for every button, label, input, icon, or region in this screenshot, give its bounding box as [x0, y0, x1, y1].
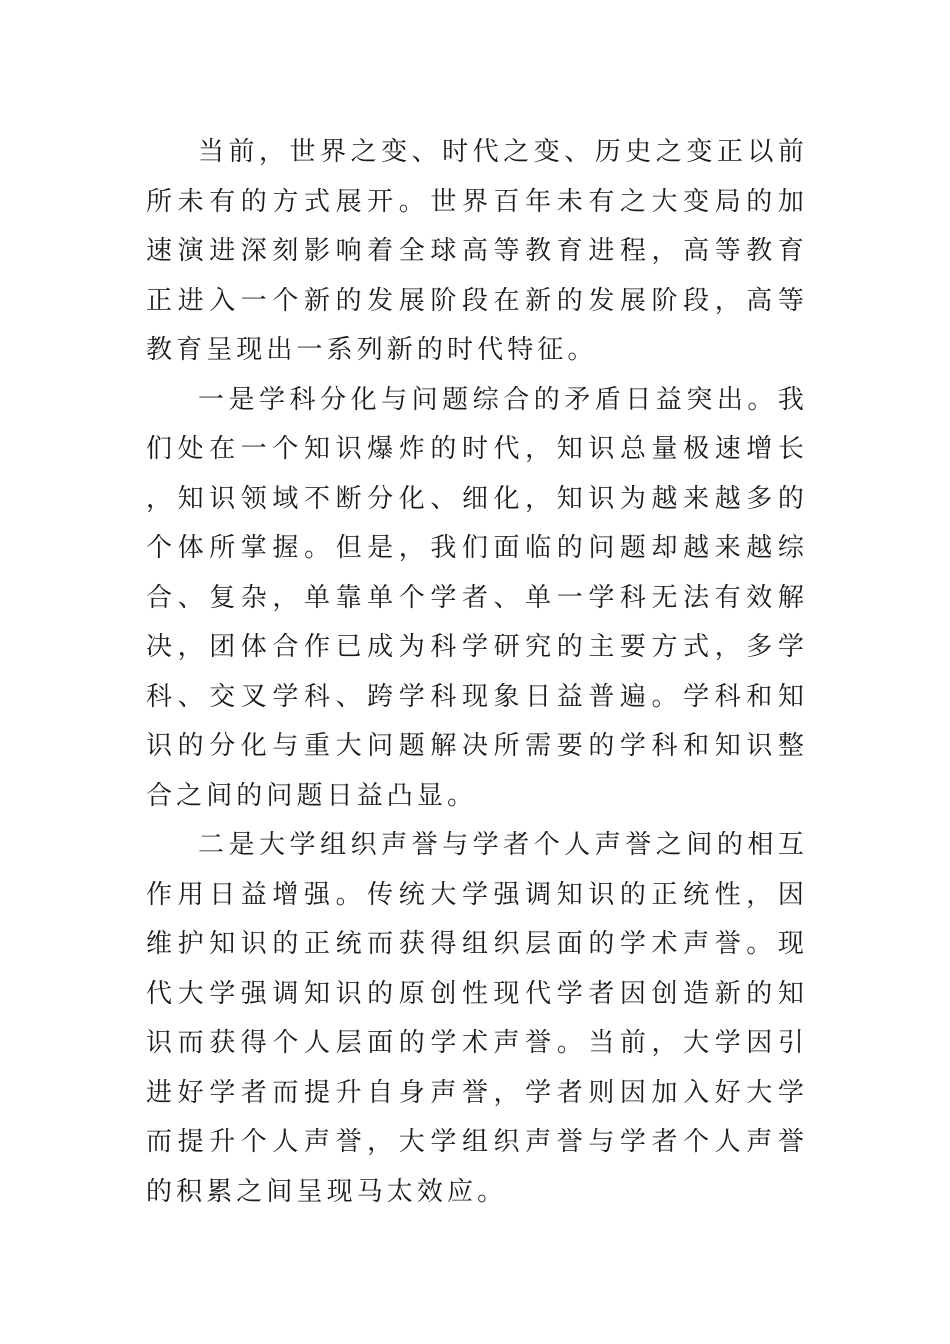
paragraph-point-one: 一是学科分化与问题综合的矛盾日益突出。我们处在一个知识爆炸的时代，知识总量极速增长，知识领域不断分化、细化，知识为越来越多的个体所掌握。但是，我们面临的问题却越来越综合、复杂，单靠单个学者、单一学科无法有效解决，团体合作已成为科学研究的主要方式，多学科、交叉学科、跨学科现象日益普遍。学科和知识的分化与重大问题解决所需要的学科和知识整合之间的问题日益凸显。 — [146, 384, 808, 811]
paragraph-intro: 当前，世界之变、时代之变、历史之变正以前所未有的方式展开。世界百年未有之大变局的加速演进深刻影响着全球高等教育进程，高等教育正进入一个新的发展阶段在新的发展阶段，高等教育呈现出一系列新的时代特征。 — [146, 137, 808, 365]
document-body — [146, 128, 808, 1217]
paragraph-point-two: 二是大学组织声誉与学者个人声誉之间的相互作用日益增强。传统大学强调知识的正统性，因维护知识的正统而获得组织层面的学术声誉。现代大学强调知识的原创性现代学者因创造新的知识而获得个人层面的学术声誉。当前，大学因引进好学者而提升自身声誉，学者则因加入好大学而提升个人声誉，大学组织声誉与学者个人声誉的积累之间呈现马太效应。 — [146, 830, 808, 1207]
